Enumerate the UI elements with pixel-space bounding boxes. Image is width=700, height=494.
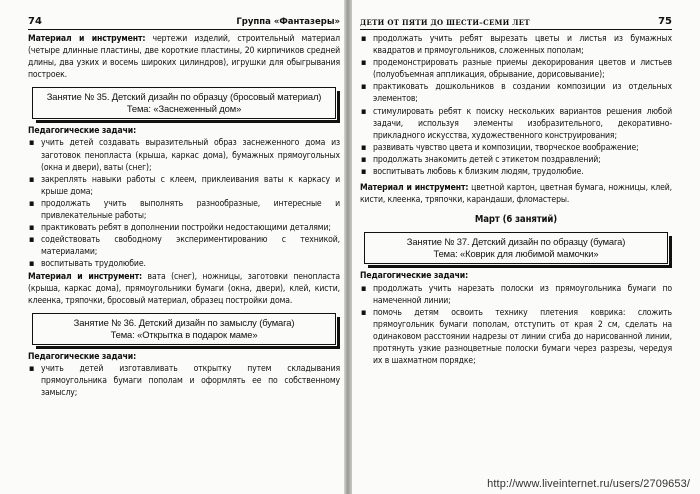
left-page-content bbox=[28, 33, 340, 399]
materials-paragraph-35 bbox=[28, 271, 340, 307]
lesson-35-title: Занятие № 35. Детский дизайн по образцу (бросовый материал) bbox=[46, 91, 322, 103]
tasks-37-list bbox=[360, 283, 672, 368]
right-page-number: 75 bbox=[658, 16, 672, 27]
lesson-36-theme: Тема: «Открытка в подарок маме» bbox=[110, 328, 258, 340]
lesson-35-theme: Тема: «Заснеженный дом» bbox=[126, 103, 242, 115]
list-item: ▪ продолжать знакомить детей с этикетом поздравлений; bbox=[360, 154, 672, 166]
tasks-35-list bbox=[28, 137, 340, 270]
lesson-37-theme: Тема: «Коврик для любимой мамочки» bbox=[433, 248, 599, 260]
left-running-title: Группа «Фантазеры» bbox=[236, 17, 340, 27]
list-item: ▪ практиковать ребят в дополнении постройки недостающими деталями; bbox=[28, 222, 340, 234]
book-gutter bbox=[344, 0, 352, 494]
list-item: ▪ продолжать учить ребят вырезать цветы и листья из бумажных квадратов и прямоугольников, сложенных пополам; bbox=[360, 33, 672, 57]
list-item: ▪ содействовать свободному экспериментированию с техникой, материалами; bbox=[28, 234, 340, 258]
list-item: ▪ закреплять навыки работы с клеем, приклеивания ваты к каркасу и крыше дома; bbox=[28, 174, 340, 198]
tasks-36-continued-list bbox=[360, 33, 672, 178]
watermark-url: http://www.liveinternet.ru/users/2709653/ bbox=[487, 478, 690, 490]
tasks-37-label: Педагогические задачи: bbox=[360, 271, 469, 282]
right-page-content bbox=[360, 33, 672, 367]
materials-label: Материал и инструмент: bbox=[28, 271, 142, 282]
lesson-36-box bbox=[32, 313, 336, 345]
lesson-35-box bbox=[32, 87, 336, 119]
right-page bbox=[360, 0, 672, 494]
list-item: ▪ стимулировать ребят к поиску нескольких вариантов решения любой задачи, используя элементы изобразительного, декоративно-прикладного искусства, художественного конструирования; bbox=[360, 106, 672, 142]
left-page-number: 74 bbox=[28, 16, 42, 27]
materials-label: Материал и инструмент: bbox=[360, 183, 469, 194]
list-item: ▪ продолжать учить выполнять разнообразные, интересные и привлекательные работы; bbox=[28, 198, 340, 222]
list-item: ▪ развивать чувство цвета и композиции, творческое воображение; bbox=[360, 142, 672, 154]
right-running-title: ДЕТИ ОТ ПЯТИ ДО ШЕСТИ–СЕМИ ЛЕТ bbox=[360, 18, 530, 27]
lesson-37-title: Занятие № 37. Детский дизайн по образцу (бумага) bbox=[406, 236, 626, 248]
tasks-36-list bbox=[28, 363, 340, 399]
month-heading: Март (6 занятий) bbox=[474, 214, 558, 226]
left-page bbox=[28, 0, 340, 494]
materials-text: вата (снег), ножницы, заготовки пенопласта (крыша, каркас дома), прямоугольники бумаги (окна, двери), клей, кисти, клеенка, тряпочки, бросовый материал, образец постройки дома. bbox=[28, 271, 340, 306]
materials-paragraph-36 bbox=[360, 182, 672, 206]
tasks-35-label: Педагогические задачи: bbox=[28, 126, 137, 137]
list-item: ▪ воспитывать любовь к близким людям, трудолюбие. bbox=[360, 166, 672, 178]
right-page-header bbox=[360, 8, 672, 30]
list-item: ▪ практиковать дошкольников в создании композиции из отдельных элементов; bbox=[360, 81, 672, 105]
list-item: ▪ учить детей создавать выразительный образ заснеженного дома из заготовок пенопласта (крыша, каркас дома), бумажных прямоугольных (окна и двери), ваты (снег); bbox=[28, 137, 340, 173]
materials-text: чертежи изделий, строительный материал (четыре длинные пластины, две короткие пластины, 20 кирпичиков средней длины, два узких и восемь широких цилиндров), игрушки для обыгрывания построек. bbox=[28, 34, 340, 81]
list-item: ▪ продемонстрировать разные приемы декорирования цветов и листьев (полуобъемная аппликация, обрывание, дорисовывание); bbox=[360, 57, 672, 81]
list-item: ▪ продолжать учить нарезать полоски из прямоугольника бумаги по намеченной линии; bbox=[360, 283, 672, 307]
materials-text: цветной картон, цветная бумага, ножницы, клей, кисти, клеенка, тряпочки, карандаши, фломастеры. bbox=[360, 183, 672, 206]
left-page-header bbox=[28, 8, 340, 30]
list-item: ▪ учить детей изготавливать открытку путем складывания прямоугольника бумаги пополам и оформлять ее по собственному замыслу; bbox=[28, 363, 340, 399]
lesson-36-title: Занятие № 36. Детский дизайн по замыслу (бумага) bbox=[73, 316, 295, 328]
materials-label: Материал и инструмент: bbox=[28, 34, 146, 44]
lesson-37-box bbox=[364, 232, 668, 264]
list-item: ▪ помочь детям освоить технику плетения коврика: сложить прямоугольник бумаги пополам, отступить от края 2 см, сделать на одинаковом расстоянии надрезы от линии сгиба до нарисованной линии, протянуть узкие разноцветные полоски бумаги через разрезы, чередуя их в шахматном порядке; bbox=[360, 307, 672, 367]
list-item: ▪ воспитывать трудолюбие. bbox=[28, 258, 340, 270]
tasks-36-label: Педагогические задачи: bbox=[28, 351, 137, 362]
materials-paragraph-top bbox=[28, 33, 340, 81]
